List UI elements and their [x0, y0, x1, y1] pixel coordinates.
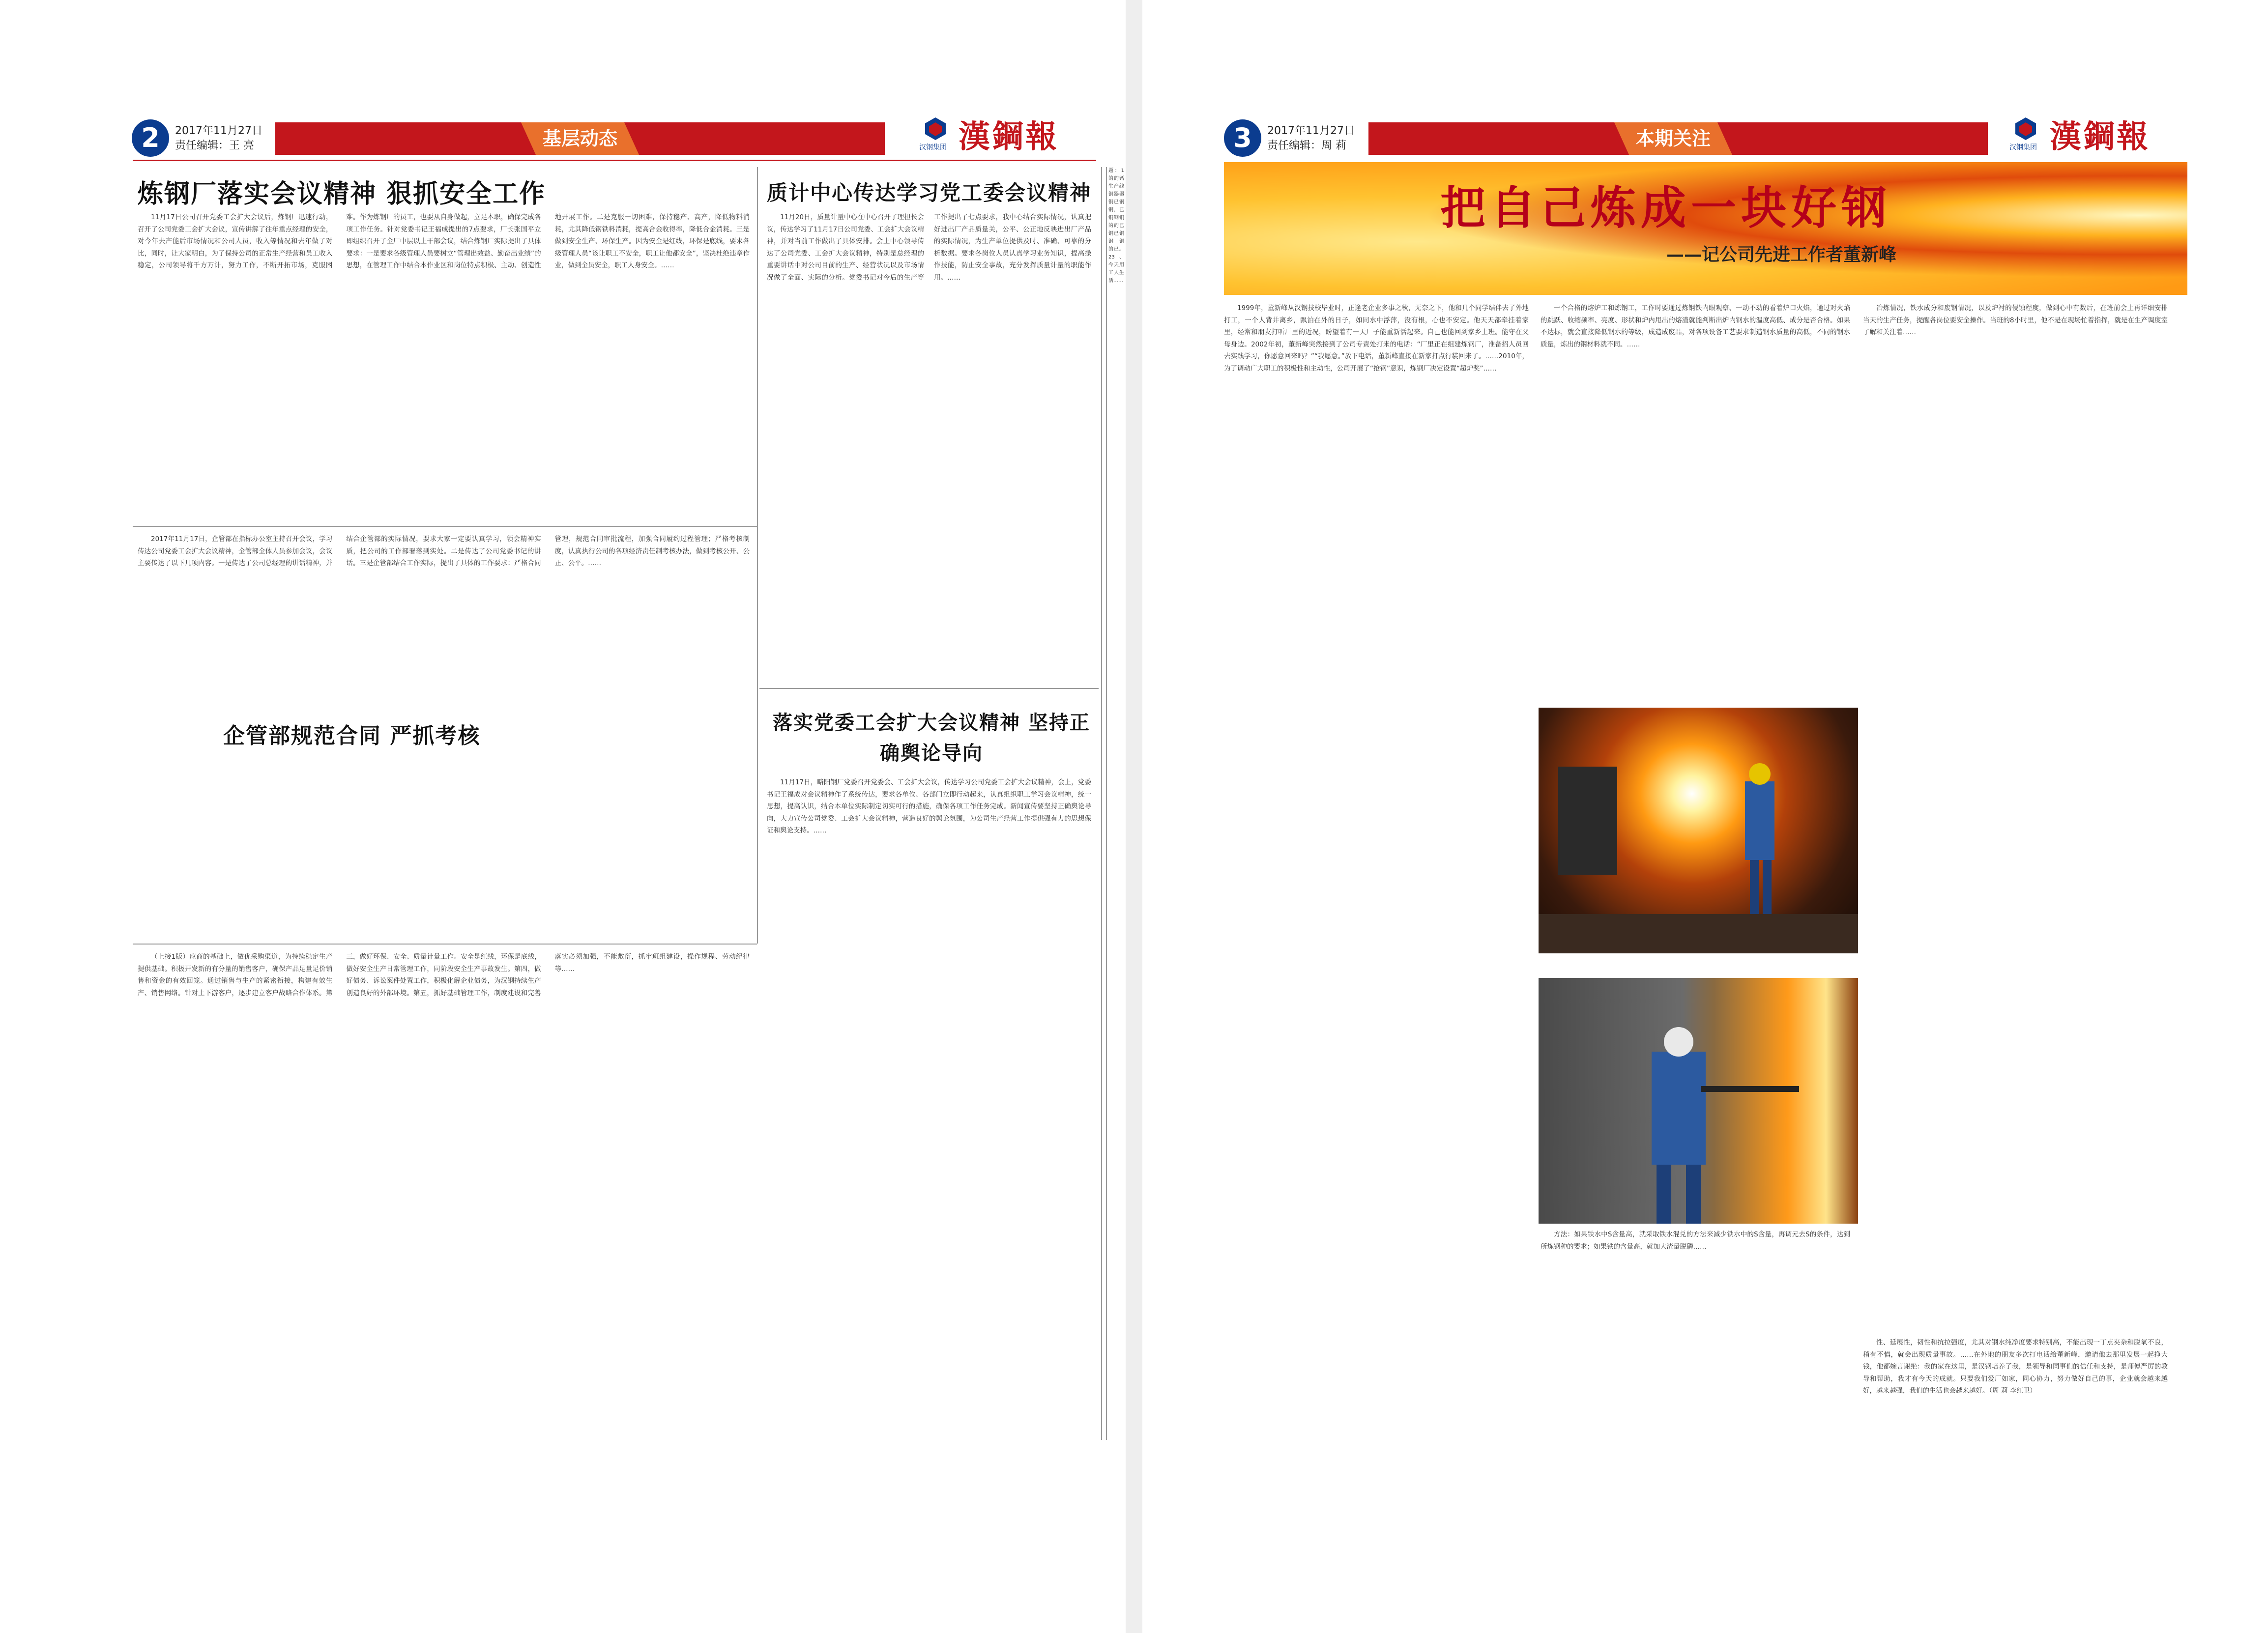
worker-figure-icon: [1539, 978, 1858, 1224]
masthead: 漢鋼報: [2050, 118, 2150, 155]
issue-date: 2017年11月27日: [175, 125, 262, 137]
logo-caption: 汉钢集团: [2009, 143, 2037, 151]
feature-body-col3-lower: 性、延展性，韧性和抗拉强度，尤其对钢水纯净度要求特别高，不能出现一丁点夹杂和脱氧不良，稍有不慎，就会出现质量事故。……在外地的朋友多次打电话给董新峰，邀请他去那里发展一起挣大钱，他都婉言谢绝：我的家在这里，是汉钢培养了我，是领导和同事们的信任和支持，是师傅严厉的教导和帮助，我才有今天的成就。只要我们爱厂如家，同心协力，努力做好自己的事，企业就会越来越好，越来越强，我们的生活也会越来越好。（周 莉 李红卫）: [1863, 1339, 2168, 1395]
issue-date: 2017年11月27日: [1267, 125, 1355, 137]
worker-figure-icon: [1539, 708, 1858, 953]
article-body: 11月20日，质量计量中心在中心召开了理担长会议，传达学习了11月17日公司党委、工会扩大会议精神，并对当前工作做出了具体安排。会上中心领导传达了公司党委、工会扩大会议精神，特别是总经理的重要讲话中对公司目前的生产、经营状况以及市场情况做了全面、实际的分析。党委书记对今后的生产等工作提出了七点要求，我中心结合实际情况，认真把好进出厂产品质量关，公平、公正地反映进出厂产品的实际情况，为生产单位提供及时、准确、可靠的分析数据。要求各岗位人员认真学习业务知识，提高操作技能，防止安全事故，充分发挥质量计量的职能作用。……: [767, 213, 1091, 282]
section-tab: 基层动态: [536, 122, 624, 155]
poem-column: 题：1的的钙生产线铜器器铜已钢钢，已铜钢铜的的已铜已铜钢 铜的已。23、今天用工人生活……: [1108, 168, 1124, 284]
article-title: 炼钢厂落实会议精神 狠抓安全工作: [138, 179, 546, 209]
article-title: 企管部规范合同 严抓考核: [216, 715, 487, 752]
page-number: 2: [132, 119, 169, 157]
masthead: 漢鋼報: [959, 118, 1059, 155]
article-title: 质计中心传达学习党工委会议精神: [767, 181, 1092, 205]
article-body: （上接1版）应商的基础上，做优采购渠道，为持续稳定生产提供基础。积极开发新的有分量的销售客户，确保产品足量足价销售和资金的有效回笼。通过销售与生产的紧密衔接，构建有效生产、销售网络。针对上下游客户，逐步建立客户战略合作体系。第三，做好环保、安全、质量计量工作。安全是红线，环保是底线，做好安全生产日常管理工作，同阶段安全生产事故发生。第四，做好债务、诉讼案件处置工作，积极化解企业债务，为汉钢持续生产创造良好的外部环境。第五，抓好基础管理工作，制度建设和完善落实必须加强，不能敷衍，抓牢班组建设，操作规程、劳动纪律等……: [138, 953, 750, 997]
logo-caption: 汉钢集团: [919, 143, 947, 151]
section-divider: [133, 526, 757, 527]
feature-body-col1: 1999年，董新峰从汉钢技校毕业时，正逢老企业多事之秋，无奈之下，他和几个同学结伴去了外地打工，一个人背井离乡，飘泊在外的日子，如同水中浮萍，没有根，心也不安定。他天天都牵挂着家里，经常和朋友打听厂里的近况，盼望着有一天厂子能重新活起来。自己也能回到家乡上班。能守在父母身边。2002年初，董新峰突然接到了公司专责处打来的电话：“厂里正在组建炼钢厂，准备招人员回去实践学习，你愿意回来吗？”“我愿意。”放下电话，董新峰直接在新家打点行装回来了。……2010年，为了调动广大职工的积极性和主动性，公司开展了“抢钢”意识，炼钢厂决定设置“超炉奖”……: [1224, 304, 1529, 372]
article-body: 2017年11月17日，企管部在指标办公室主持召开会议，学习传达公司党委工会扩大会议精神，全管部全体人员参加会议，会议主要传达了以下几项内容。一是传达了公司总经理的讲话精神，并结合企管部的实际情况，要求大家一定要认真学习，领会精神实质，把公司的工作部署落到实处。二是传达了公司党委书记的讲话。三是企管部结合工作实际，提出了具体的工作要求：严格合同管理，规范合同审批流程，加强合同履约过程管理；严格考核制度，认真执行公司的各项经济责任制考核办法，做到考核公开、公正、公平。……: [138, 535, 750, 567]
feature-banner: [1224, 162, 2187, 295]
feature-body-col2-lower: 方法：如果铁水中S含量高，就采取铁水混兑的方法来减少铁水中的S含量，再调元去S的条件，达到所炼钢种的要求；如果铁的含量高，就加大渣量脱磷……: [1541, 1231, 1850, 1251]
column-divider: [1101, 167, 1102, 1440]
section-tab: 本期关注: [1629, 122, 1717, 155]
furnace-photo-2: [1539, 978, 1858, 1224]
section-divider: [759, 688, 1099, 689]
article-title: 落实党委工会扩大会议精神 坚持正确舆论导向: [773, 712, 1090, 765]
column-divider: [757, 167, 758, 944]
page-header: [0, 115, 1126, 160]
company-logo-icon: [924, 116, 947, 141]
editor-credit: 责任编辑：周 莉: [1267, 140, 1346, 152]
column-divider: [1106, 167, 1107, 1440]
section-divider: [133, 944, 757, 945]
page-2: [0, 0, 1126, 1633]
article-body: 11月17日，略阳钢厂党委召开党委会、工会扩大会议，传达学习公司党委工会扩大会议精神，会上，党委书记王福成对会议精神作了系统传达，要求各单位、各部门立即行动起来，认真组织职工学习会议精神，统一思想，提高认识，结合本单位实际制定切实可行的措施，确保各项工作任务完成。新闻宣传要坚持正确舆论导向，大力宣传公司党委、工会扩大会议精神，营造良好的舆论氛围，为公司生产经营工作提供强有力的思想保证和舆论支持。……: [767, 778, 1091, 834]
header-rule: [133, 160, 1096, 161]
editor-credit: 责任编辑：王 亮: [175, 140, 254, 152]
page-3: [1142, 0, 2268, 1633]
company-logo-icon: [2014, 116, 2037, 141]
page-gutter: [1126, 0, 1142, 1633]
page-number: 3: [1224, 119, 1261, 157]
furnace-photo-1: [1539, 708, 1858, 953]
banner-title: 把自己炼成一块好钢: [1440, 182, 1892, 234]
feature-body-col3: 冶炼情况，铁水成分和废钢情况，以及炉衬的侵蚀程度，做到心中有数后，在班前会上再详细安排当天的生产任务，提醒各岗位要安全操作。当班的8小时里，他不是在现场忙着指挥，就是在生产调度室了解和关注着……: [1863, 304, 2168, 336]
banner-subtitle: ——记公司先进工作者董新峰: [1666, 245, 1897, 265]
page-header: [1142, 115, 2268, 160]
feature-body-col2: 一个合格的熔炉工和炼钢工，工作时要通过炼钢铁内眼观察、一动不动的看着炉口火焰，通过对火焰的跳跃、收缩频率、亮度、形状和炉内甩出的熔渣就能判断出炉内钢水的温度高低、成分是否合格。如果不达标，就会直接降低钢水的等级，成造成废品，对各项设备工艺要求制造钢水质量的高低，不同的钢水质量，炼出的钢材料就不同。……: [1541, 304, 1850, 348]
article-body: 11月17日公司召开党委工会扩大会议后，炼钢厂迅速行动，召开了公司党委工会扩大会议，宣传讲解了往年重点经理的安全，对今年去产能后市场情况和公司人员，收入等情况和去年做了对比，同时，让大家明白，为了保持公司的正常生产经营和员工收入稳定，公司领导将千方万计，努力工作，不断开拓市场，克服困难。作为炼钢厂的员工，也要从自身做起，立足本职，确保完成各项工作任务。针对党委书记王福成提出的7点要求，厂长张国平立即组织召开了全厂中层以上干部会议，结合炼钢厂实际提出了具体要求：一是要求各级管理人员要树立“管理出效益、勤奋出业绩”的思想，在管理工作中结合本作业区和岗位特点积极、主动、创造性地开展工作。二是克服一切困难，保持稳产、高产，降低物料消耗，尤其降低钢铁料消耗，提高合金收得率，降低合金消耗。三是做到安全生产、环保生产。因为安全是红线，环保是底线，要求各级管理人员“该让职工不安全，职工让他都安全”，坚决杜绝违章作业，做到全员安全，职工人身安全。……: [138, 213, 750, 269]
